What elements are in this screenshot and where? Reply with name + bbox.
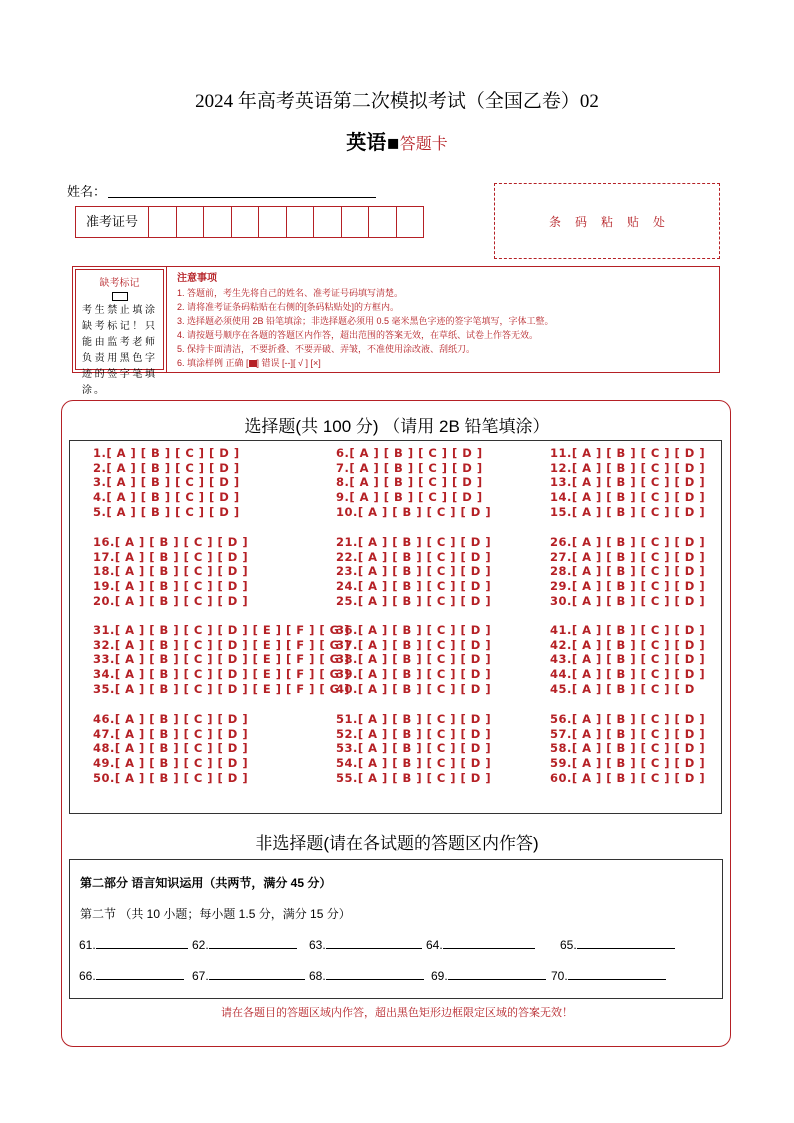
mc-question-row[interactable]: 52.[ A ] [ B ] [ C ] [ D ]: [336, 726, 492, 741]
notice-box: [72, 266, 720, 396]
exam-id-cell[interactable]: [177, 207, 205, 237]
mc-question-row[interactable]: 48.[ A ] [ B ] [ C ] [ D ]: [93, 741, 249, 756]
mc-question-row[interactable]: 14.[ A ] [ B ] [ C ] [ D ]: [550, 490, 706, 505]
mc-question-group: [336, 623, 491, 697]
mc-question-row[interactable]: 4.[ A ] [ B ] [ C ] [ D ]: [93, 490, 240, 505]
footer-warning: 请在各题目的答题区域内作答，超出黑色矩形边框限定区域的答案无效！: [221, 1007, 573, 1019]
note-item: 2. 请将准考证条码粘贴在右侧的[条码粘贴处]的方框内。: [177, 302, 400, 312]
mc-question-row[interactable]: 8.[ A ] [ B ] [ C ] [ D ]: [336, 475, 483, 490]
mc-question-row[interactable]: 33.[ A ] [ B ] [ C ] [ D ] [ E ] [ F ] [ G ]: [93, 652, 350, 667]
mc-question-row[interactable]: 15.[ A ] [ B ] [ C ] [ D ]: [550, 504, 706, 519]
part-heading: 第二部分 语言知识运用（共两节，满分 45 分）: [80, 876, 332, 890]
mc-question-row[interactable]: 31.[ A ] [ B ] [ C ] [ D ] [ E ] [ F ] [ G ]: [93, 623, 350, 637]
blank-63[interactable]: 63.: [309, 936, 422, 952]
mc-question-row[interactable]: 13.[ A ] [ B ] [ C ] [ D ]: [550, 475, 706, 490]
mc-question-row[interactable]: 39.[ A ] [ B ] [ C ] [ D ]: [336, 667, 492, 682]
mc-question-row[interactable]: 46.[ A ] [ B ] [ C ] [ D ]: [93, 712, 249, 726]
mc-question-row[interactable]: 28.[ A ] [ B ] [ C ] [ D ]: [550, 564, 706, 579]
mc-question-group: [550, 535, 705, 609]
mc-question-row[interactable]: 34.[ A ] [ B ] [ C ] [ D ] [ E ] [ F ] [ G ]: [93, 667, 350, 682]
mc-question-row[interactable]: 44.[ A ] [ B ] [ C ] [ D ]: [550, 667, 706, 682]
card-name-label: 答题卡: [399, 136, 448, 153]
mc-section-title: 选择题(共 100 分) （请用 2B 铅笔填涂）: [244, 417, 550, 436]
mc-question-group: [336, 535, 491, 609]
absent-mark-panel: [73, 267, 167, 396]
mc-question-group: [93, 446, 240, 520]
mc-question-row[interactable]: 35.[ A ] [ B ] [ C ] [ D ] [ E ] [ F ] [ G ]: [93, 681, 350, 696]
exam-id-cell[interactable]: [232, 207, 260, 237]
mc-question-row[interactable]: 47.[ A ] [ B ] [ C ] [ D ]: [93, 726, 249, 741]
exam-id-cell[interactable]: [149, 207, 177, 237]
mc-question-group: [336, 712, 491, 786]
mc-question-group: [550, 712, 705, 786]
mc-question-row[interactable]: 51.[ A ] [ B ] [ C ] [ D ]: [336, 712, 492, 726]
exam-id-cell[interactable]: [287, 207, 315, 237]
mc-question-row[interactable]: 21.[ A ] [ B ] [ C ] [ D ]: [336, 535, 492, 549]
mc-question-row[interactable]: 42.[ A ] [ B ] [ C ] [ D ]: [550, 637, 706, 652]
mc-question-row[interactable]: 30.[ A ] [ B ] [ C ] [ D ]: [550, 593, 706, 608]
mc-question-group: [93, 535, 248, 609]
mc-question-row[interactable]: 43.[ A ] [ B ] [ C ] [ D ]: [550, 652, 706, 667]
mc-question-row[interactable]: 18.[ A ] [ B ] [ C ] [ D ]: [93, 564, 249, 579]
mc-question-row[interactable]: 36.[ A ] [ B ] [ C ] [ D ]: [336, 623, 492, 637]
name-field[interactable]: [108, 197, 376, 198]
mc-question-row[interactable]: 40.[ A ] [ B ] [ C ] [ D ]: [336, 681, 492, 696]
mc-question-row[interactable]: 20.[ A ] [ B ] [ C ] [ D ]: [93, 593, 249, 608]
blank-62[interactable]: 62.: [192, 936, 297, 952]
mc-question-row[interactable]: 41.[ A ] [ B ] [ C ] [ D ]: [550, 623, 706, 637]
mc-question-row[interactable]: 55.[ A ] [ B ] [ C ] [ D ]: [336, 770, 492, 785]
subject-separator: ▪: [386, 130, 400, 154]
exam-id-label: 准考证号: [76, 207, 149, 237]
mc-question-row[interactable]: 37.[ A ] [ B ] [ C ] [ D ]: [336, 637, 492, 652]
mc-question-row[interactable]: 17.[ A ] [ B ] [ C ] [ D ]: [93, 549, 249, 564]
mc-question-row[interactable]: 59.[ A ] [ B ] [ C ] [ D ]: [550, 756, 706, 771]
blank-61[interactable]: 61.: [79, 936, 188, 952]
blank-65[interactable]: 65.: [560, 936, 675, 952]
exam-id-cell[interactable]: [397, 207, 424, 237]
mc-question-row[interactable]: 22.[ A ] [ B ] [ C ] [ D ]: [336, 549, 492, 564]
mc-question-row[interactable]: 19.[ A ] [ B ] [ C ] [ D ]: [93, 579, 249, 594]
page-title: 2024 年高考英语第二次模拟考试（全国乙卷）02: [195, 91, 599, 112]
mc-question-row[interactable]: 5.[ A ] [ B ] [ C ] [ D ]: [93, 504, 240, 519]
blank-67[interactable]: 67.: [192, 967, 305, 983]
notes-heading: 注意事项: [177, 273, 217, 284]
exam-id-cell[interactable]: [314, 207, 342, 237]
mc-question-group: [336, 446, 491, 520]
barcode-area: 条码粘贴处: [494, 183, 720, 259]
mc-question-row[interactable]: 29.[ A ] [ B ] [ C ] [ D ]: [550, 579, 706, 594]
exam-id-cell[interactable]: [204, 207, 232, 237]
mc-question-row[interactable]: 6.[ A ] [ B ] [ C ] [ D ]: [336, 446, 483, 460]
mc-question-group: [550, 446, 705, 520]
exam-id-cell[interactable]: [342, 207, 370, 237]
blank-64[interactable]: 64.: [426, 936, 535, 952]
mc-question-row[interactable]: 26.[ A ] [ B ] [ C ] [ D ]: [550, 535, 706, 549]
note-item: 1. 答题前，考生先将自己的姓名、准考证号码填写清楚。: [177, 288, 404, 298]
mc-question-row[interactable]: 49.[ A ] [ B ] [ C ] [ D ]: [93, 756, 249, 771]
absent-mark-text: 考生禁止填涂缺考标记！只能由监考老师负责用黑色字迹的签字笔填涂。: [82, 305, 157, 396]
mc-question-row[interactable]: 25.[ A ] [ B ] [ C ] [ D ]: [336, 593, 492, 608]
absent-mark-title: 缺考标记: [99, 278, 140, 289]
mc-question-row[interactable]: 24.[ A ] [ B ] [ C ] [ D ]: [336, 579, 492, 594]
blank-69[interactable]: 69.: [431, 967, 546, 983]
note-item-example: 6. 填涂样例 正确 [ ] 错误 [--][ √ ] [×]: [177, 358, 321, 368]
mc-question-row[interactable]: 38.[ A ] [ B ] [ C ] [ D ]: [336, 652, 492, 667]
note-item: 5. 保持卡面清洁，不要折叠、不要弄破、弄皱，不准使用涂改液、刮纸刀。: [177, 344, 476, 354]
mc-question-group: [93, 623, 350, 697]
mc-question-row[interactable]: 53.[ A ] [ B ] [ C ] [ D ]: [336, 741, 492, 756]
mc-question-row[interactable]: 54.[ A ] [ B ] [ C ] [ D ]: [336, 756, 492, 771]
note-item: 3. 选择题必须使用 2B 铅笔填涂；非选择题必须用 0.5 毫米黑色字迹的签字笔填写，字体工整。: [177, 316, 554, 326]
nmc-section-title: 非选择题(请在各试题的答题区内作答): [255, 834, 539, 853]
blank-70[interactable]: 70.: [551, 967, 666, 983]
mc-question-group: [93, 712, 248, 786]
filled-example-mark: [249, 360, 257, 367]
mc-question-group: [550, 623, 705, 697]
mc-question-row[interactable]: 58.[ A ] [ B ] [ C ] [ D ]: [550, 741, 706, 756]
subject-label: 英语: [346, 130, 387, 154]
mc-question-row[interactable]: 11.[ A ] [ B ] [ C ] [ D ]: [550, 446, 706, 460]
mc-question-row[interactable]: 27.[ A ] [ B ] [ C ] [ D ]: [550, 549, 706, 564]
mc-question-row[interactable]: 1.[ A ] [ B ] [ C ] [ D ]: [93, 446, 240, 460]
mc-question-row[interactable]: 57.[ A ] [ B ] [ C ] [ D ]: [550, 726, 706, 741]
mc-question-row[interactable]: 50.[ A ] [ B ] [ C ] [ D ]: [93, 770, 249, 785]
mc-question-row[interactable]: 45.[ A ] [ B ] [ C ] [ D: [550, 681, 695, 696]
mc-question-row[interactable]: 9.[ A ] [ B ] [ C ] [ D ]: [336, 490, 483, 505]
mc-question-row[interactable]: 2.[ A ] [ B ] [ C ] [ D ]: [93, 460, 240, 475]
mc-question-row[interactable]: 60.[ A ] [ B ] [ C ] [ D ]: [550, 770, 706, 785]
absent-mark-checkbox[interactable]: [112, 292, 128, 301]
name-label: 姓名：: [67, 184, 107, 199]
mc-question-row[interactable]: 56.[ A ] [ B ] [ C ] [ D ]: [550, 712, 706, 726]
mc-question-row[interactable]: 32.[ A ] [ B ] [ C ] [ D ] [ E ] [ F ] [ G ]: [93, 637, 350, 652]
mc-question-row[interactable]: 10.[ A ] [ B ] [ C ] [ D ]: [336, 504, 492, 519]
exam-id-cell[interactable]: [369, 207, 397, 237]
exam-id-cell[interactable]: [259, 207, 287, 237]
note-item: 4. 请按题号顺序在各题的答题区内作答，超出范围的答案无效，在草纸、试卷上作答无效。: [177, 330, 539, 340]
blank-66[interactable]: 66.: [79, 967, 184, 983]
section-heading: 第二节 （共 10 小题；每小题 1.5 分，满分 15 分）: [80, 907, 351, 921]
mc-question-row[interactable]: 12.[ A ] [ B ] [ C ] [ D ]: [550, 460, 706, 475]
page-subtitle: [0, 126, 794, 155]
mc-question-row[interactable]: 7.[ A ] [ B ] [ C ] [ D ]: [336, 460, 483, 475]
mc-question-row[interactable]: 23.[ A ] [ B ] [ C ] [ D ]: [336, 564, 492, 579]
mc-question-row[interactable]: 16.[ A ] [ B ] [ C ] [ D ]: [93, 535, 249, 549]
exam-id-table: [75, 206, 424, 238]
notes-panel: [167, 267, 719, 372]
mc-question-row[interactable]: 3.[ A ] [ B ] [ C ] [ D ]: [93, 475, 240, 490]
blank-68[interactable]: 68.: [309, 967, 424, 983]
